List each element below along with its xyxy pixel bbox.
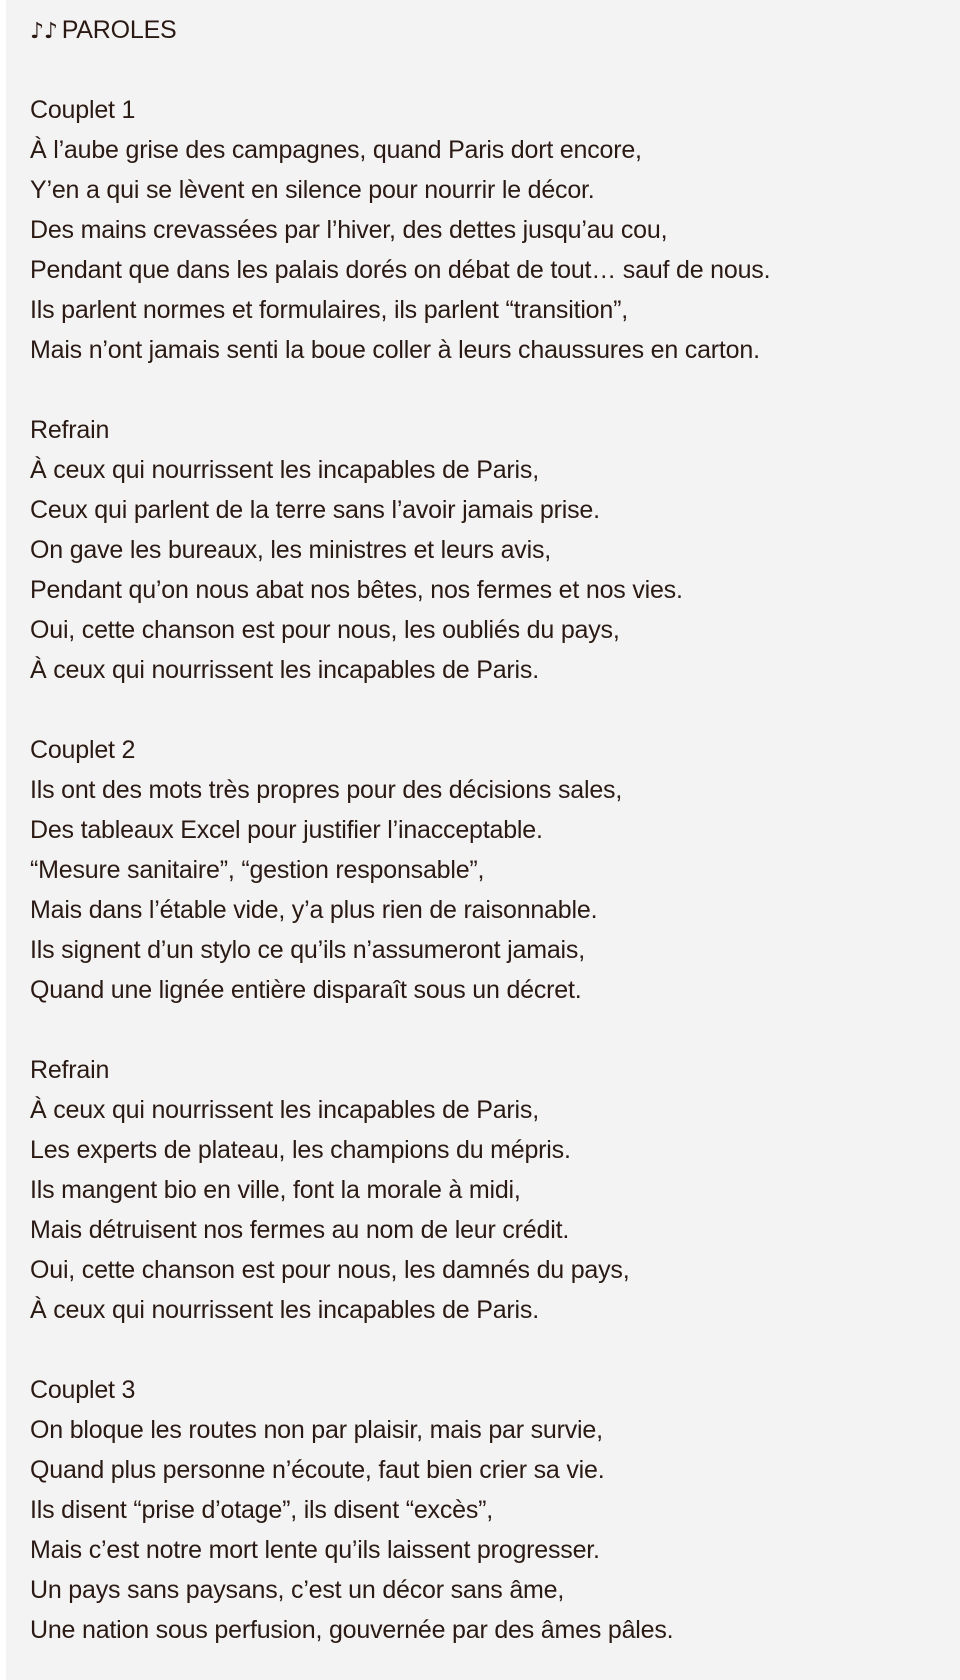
lyric-line: Mais détruisent nos fermes au nom de leur crédit. bbox=[30, 1216, 570, 1244]
lyric-line: Ils signent d’un stylo ce qu’ils n’assumeront jamais, bbox=[30, 936, 585, 964]
lyric-line: Pendant que dans les palais dorés on débat de tout… sauf de nous. bbox=[30, 256, 771, 284]
lyric-line: Oui, cette chanson est pour nous, les oubliés du pays, bbox=[30, 616, 620, 644]
section-gap bbox=[30, 370, 960, 410]
lyric-line: Oui, cette chanson est pour nous, les damnés du pays, bbox=[30, 1256, 630, 1284]
section-refrain-1 bbox=[30, 410, 960, 690]
section-heading: Couplet 1 bbox=[30, 96, 136, 124]
section-couplet-2 bbox=[30, 730, 960, 1010]
lyric-line: À ceux qui nourrissent les incapables de Paris. bbox=[30, 1296, 539, 1324]
lyric-line: Quand plus personne n’écoute, faut bien crier sa vie. bbox=[30, 1456, 605, 1484]
lyric-line: Des mains crevassées par l’hiver, des dettes jusqu’au cou, bbox=[30, 216, 668, 244]
lyric-line: Ceux qui parlent de la terre sans l’avoir jamais prise. bbox=[30, 496, 600, 524]
lyric-line: Ils disent “prise d’otage”, ils disent “excès”, bbox=[30, 1496, 494, 1524]
section-refrain-2 bbox=[30, 1050, 960, 1330]
lyric-line: Des tableaux Excel pour justifier l’inacceptable. bbox=[30, 816, 543, 844]
lyric-line: Ils ont des mots très propres pour des décisions sales, bbox=[30, 776, 623, 804]
lyric-line: “Mesure sanitaire”, “gestion responsable”, bbox=[30, 856, 485, 884]
lyric-line: À ceux qui nourrissent les incapables de Paris. bbox=[30, 656, 539, 684]
section-couplet-1 bbox=[30, 90, 960, 370]
lyric-line: Mais n’ont jamais senti la boue coller à leurs chaussures en carton. bbox=[30, 336, 760, 364]
lyric-line: Un pays sans paysans, c’est un décor sans âme, bbox=[30, 1576, 565, 1604]
musical-notes-icon: ♪♪ bbox=[30, 19, 58, 44]
lyric-line: À ceux qui nourrissent les incapables de Paris, bbox=[30, 1096, 539, 1124]
lyric-line: Pendant qu’on nous abat nos bêtes, nos fermes et nos vies. bbox=[30, 576, 683, 604]
section-gap bbox=[30, 1010, 960, 1050]
section-couplet-3 bbox=[30, 1370, 960, 1650]
lyric-line: Y’en a qui se lèvent en silence pour nourrir le décor. bbox=[30, 176, 595, 204]
lyrics-header bbox=[30, 10, 960, 50]
section-gap bbox=[30, 50, 960, 90]
section-heading: Refrain bbox=[30, 1056, 110, 1084]
section-heading: Couplet 3 bbox=[30, 1376, 136, 1404]
lyric-line: On gave les bureaux, les ministres et leurs avis, bbox=[30, 536, 551, 564]
lyric-line: Quand une lignée entière disparaît sous un décret. bbox=[30, 976, 582, 1004]
lyric-line: À l’aube grise des campagnes, quand Paris dort encore, bbox=[30, 136, 642, 164]
lyric-line: Les experts de plateau, les champions du mépris. bbox=[30, 1136, 571, 1164]
section-heading: Couplet 2 bbox=[30, 736, 136, 764]
lyric-line: On bloque les routes non par plaisir, mais par survie, bbox=[30, 1416, 603, 1444]
lyrics-panel bbox=[6, 0, 960, 1680]
section-gap bbox=[30, 1330, 960, 1370]
lyric-line: Une nation sous perfusion, gouvernée par des âmes pâles. bbox=[30, 1616, 674, 1644]
lyrics-title: PAROLES bbox=[61, 16, 177, 44]
section-gap bbox=[30, 690, 960, 730]
section-heading: Refrain bbox=[30, 416, 110, 444]
lyric-line: À ceux qui nourrissent les incapables de Paris, bbox=[30, 456, 539, 484]
lyric-line: Mais c’est notre mort lente qu’ils laissent progresser. bbox=[30, 1536, 600, 1564]
lyric-line: Ils mangent bio en ville, font la morale à midi, bbox=[30, 1176, 521, 1204]
lyric-line: Ils parlent normes et formulaires, ils parlent “transition”, bbox=[30, 296, 628, 324]
lyric-line: Mais dans l’étable vide, y’a plus rien de raisonnable. bbox=[30, 896, 598, 924]
